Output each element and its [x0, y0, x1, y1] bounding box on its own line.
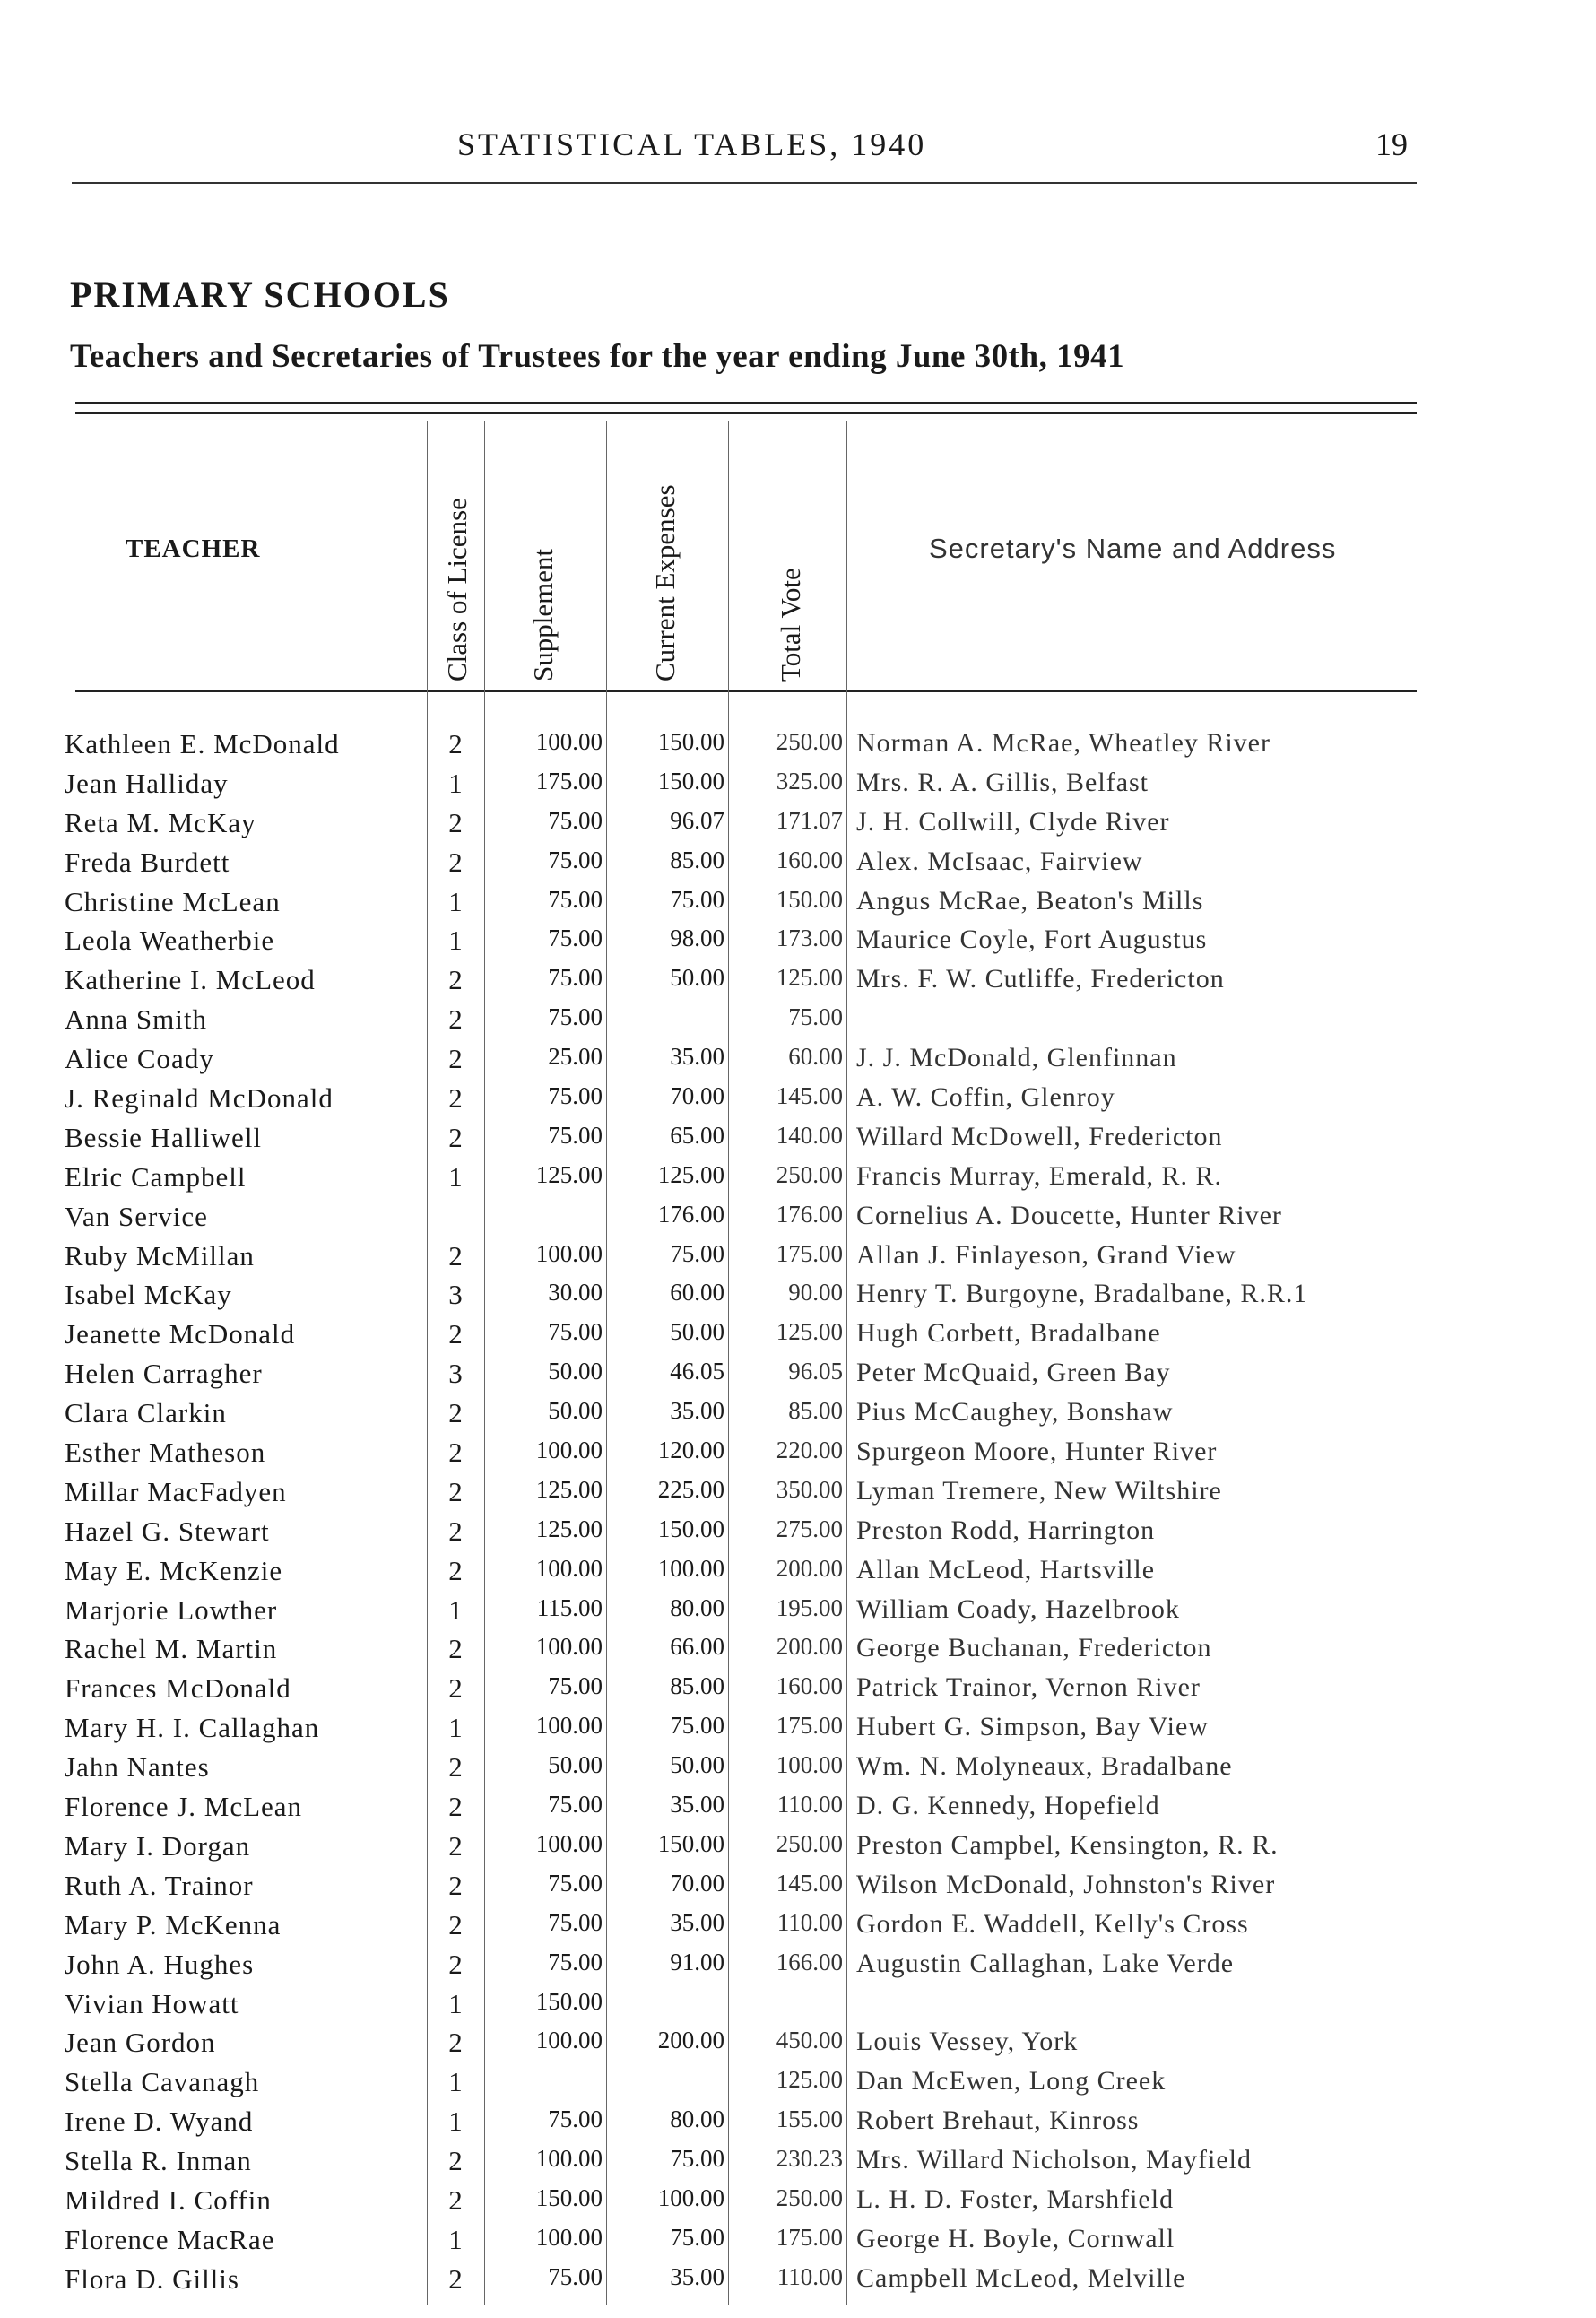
current-expenses-cell: 35.00 — [670, 1791, 724, 1819]
total-vote-cell: 110.00 — [776, 2262, 843, 2290]
column-header-teacher: TEACHER — [126, 534, 261, 563]
teacher-name: Mary I. Dorgan — [65, 1829, 251, 1862]
table-row — [0, 2023, 1596, 2062]
table-row — [0, 1079, 1596, 1118]
table-row — [0, 1472, 1596, 1512]
supplement-cell: 100.00 — [535, 1437, 603, 1464]
current-expenses-cell: 200.00 — [657, 2027, 724, 2054]
table-top-rule-double — [75, 412, 1417, 414]
total-vote-cell: 125.00 — [776, 964, 843, 992]
teacher-name: Anna Smith — [65, 1003, 207, 1036]
table-row — [0, 1708, 1596, 1748]
teacher-name: May E. McKenzie — [65, 1554, 283, 1586]
table-row — [0, 1866, 1596, 1906]
current-expenses-cell: 85.00 — [670, 1672, 724, 1700]
total-vote-cell: 195.00 — [776, 1593, 843, 1621]
table-row — [0, 1945, 1596, 1984]
section-title: PRIMARY SCHOOLS — [70, 274, 450, 315]
table-row — [0, 2220, 1596, 2260]
table-row — [0, 1315, 1596, 1354]
supplement-cell: 100.00 — [535, 1829, 603, 1857]
supplement-cell: 100.00 — [535, 728, 603, 755]
page-number: 19 — [1375, 126, 1408, 162]
secretary-cell: Alex. McIsaac, Fairview — [856, 846, 1143, 876]
total-vote-cell: 145.00 — [776, 1082, 843, 1110]
total-vote-cell: 145.00 — [776, 1869, 843, 1897]
teacher-name: Frances McDonald — [65, 1672, 291, 1705]
table-row — [0, 1748, 1596, 1787]
supplement-cell: 100.00 — [535, 2145, 603, 2173]
secretary-cell: Hugh Corbett, Bradalbane — [856, 1318, 1161, 1349]
total-vote-cell: 155.00 — [776, 2105, 843, 2133]
class-of-license-cell: 2 — [448, 1672, 463, 1705]
class-of-license-cell: 2 — [448, 1869, 463, 1901]
class-of-license-cell: 1 — [448, 2066, 463, 2098]
class-of-license-cell: 2 — [448, 1239, 463, 1272]
secretary-cell: Pius McCaughey, Bonshaw — [856, 1397, 1174, 1428]
table-row — [0, 1591, 1596, 1630]
secretary-cell: Peter McQuaid, Green Bay — [856, 1358, 1171, 1388]
current-expenses-cell: 100.00 — [657, 1554, 724, 1582]
table-row — [0, 1354, 1596, 1393]
total-vote-cell: 250.00 — [776, 2183, 843, 2211]
table-row — [0, 921, 1596, 960]
current-expenses-cell: 75.00 — [670, 885, 724, 913]
column-header-class-of-license: Class of License — [441, 498, 473, 682]
table-row — [0, 960, 1596, 1000]
teacher-name: Mildred I. Coffin — [65, 2183, 272, 2216]
current-expenses-cell: 60.00 — [670, 1279, 724, 1307]
current-expenses-cell: 75.00 — [670, 1712, 724, 1740]
total-vote-cell: 450.00 — [776, 2027, 843, 2054]
table-body — [0, 725, 1596, 2299]
current-expenses-cell: 75.00 — [670, 2145, 724, 2173]
table-row — [0, 1433, 1596, 1472]
class-of-license-cell: 3 — [448, 1279, 463, 1311]
current-expenses-cell: 85.00 — [670, 846, 724, 873]
teacher-name: Stella R. Inman — [65, 2145, 252, 2177]
teacher-name: Rachel M. Martin — [65, 1633, 278, 1665]
secretary-cell: George H. Boyle, Cornwall — [856, 2223, 1175, 2253]
secretary-cell: Dan McEwen, Long Creek — [856, 2066, 1167, 2097]
class-of-license-cell: 2 — [448, 1908, 463, 1940]
class-of-license-cell: 2 — [448, 728, 463, 760]
class-of-license-cell: 1 — [448, 885, 463, 917]
class-of-license-cell: 1 — [448, 1593, 463, 1626]
class-of-license-cell: 2 — [448, 846, 463, 878]
secretary-cell: Angus McRae, Beaton's Mills — [856, 885, 1204, 916]
total-vote-cell: 90.00 — [788, 1279, 843, 1307]
teacher-name: Irene D. Wyand — [65, 2105, 254, 2138]
class-of-license-cell: 2 — [448, 1475, 463, 1507]
secretary-cell: Mrs. F. W. Cutliffe, Fredericton — [856, 964, 1225, 994]
teacher-name: Bessie Halliwell — [65, 1121, 263, 1153]
total-vote-cell: 175.00 — [776, 2223, 843, 2251]
secretary-cell: Allan J. Finlayeson, Grand View — [856, 1239, 1236, 1270]
supplement-cell: 75.00 — [548, 1318, 603, 1346]
current-expenses-cell: 50.00 — [670, 1318, 724, 1346]
supplement-cell: 75.00 — [548, 1672, 603, 1700]
table-row — [0, 1197, 1596, 1237]
table-row — [0, 1512, 1596, 1551]
class-of-license-cell: 2 — [448, 2145, 463, 2177]
current-expenses-cell: 91.00 — [670, 1948, 724, 1975]
supplement-cell: 125.00 — [535, 1475, 603, 1503]
table-row — [0, 1669, 1596, 1708]
teacher-name: Ruth A. Trainor — [65, 1869, 254, 1901]
secretary-cell: Cornelius A. Doucette, Hunter River — [856, 1200, 1282, 1230]
total-vote-cell: 175.00 — [776, 1239, 843, 1267]
class-of-license-cell: 2 — [448, 964, 463, 996]
supplement-cell: 50.00 — [548, 1751, 603, 1779]
total-vote-cell: 100.00 — [776, 1751, 843, 1779]
secretary-cell: A. W. Coffin, Glenroy — [856, 1082, 1115, 1113]
supplement-cell: 75.00 — [548, 1948, 603, 1975]
secretary-cell: Spurgeon Moore, Hunter River — [856, 1437, 1218, 1467]
current-expenses-cell: 100.00 — [657, 2183, 724, 2211]
table-row — [0, 1629, 1596, 1669]
secretary-cell: Francis Murray, Emerald, R. R. — [856, 1160, 1222, 1191]
supplement-cell: 75.00 — [548, 1908, 603, 1936]
supplement-cell: 150.00 — [535, 1987, 603, 2015]
secretary-cell: Allan McLeod, Hartsville — [856, 1554, 1156, 1584]
current-expenses-cell: 150.00 — [657, 1829, 724, 1857]
class-of-license-cell: 2 — [448, 2262, 463, 2295]
column-header-total-vote: Total Vote — [775, 568, 806, 682]
current-expenses-cell: 80.00 — [670, 2105, 724, 2133]
secretary-cell: J. H. Collwill, Clyde River — [856, 806, 1170, 837]
class-of-license-cell: 2 — [448, 1948, 463, 1980]
class-of-license-cell: 2 — [448, 2183, 463, 2216]
total-vote-cell: 110.00 — [776, 1791, 843, 1819]
supplement-cell: 100.00 — [535, 1633, 603, 1661]
table-row — [0, 1158, 1596, 1197]
supplement-cell: 100.00 — [535, 1712, 603, 1740]
table-row — [0, 1039, 1596, 1079]
total-vote-cell: 250.00 — [776, 1829, 843, 1857]
table-row — [0, 1118, 1596, 1158]
class-of-license-cell: 2 — [448, 2027, 463, 2059]
current-expenses-cell: 65.00 — [670, 1121, 724, 1149]
supplement-cell: 75.00 — [548, 1003, 603, 1031]
teacher-name: Alice Coady — [65, 1043, 214, 1075]
table-row — [0, 1787, 1596, 1827]
table-row — [0, 1906, 1596, 1945]
secretary-cell: Preston Rodd, Harrington — [856, 1515, 1156, 1545]
total-vote-cell: 275.00 — [776, 1515, 843, 1542]
secretary-cell: Norman A. McRae, Wheatley River — [856, 728, 1271, 758]
supplement-cell: 150.00 — [535, 2183, 603, 2211]
teacher-name: Ruby McMillan — [65, 1239, 255, 1272]
teacher-name: Van Service — [65, 1200, 208, 1232]
total-vote-cell: 200.00 — [776, 1554, 843, 1582]
total-vote-cell: 230.23 — [776, 2145, 843, 2173]
table-row — [0, 803, 1596, 843]
current-expenses-cell: 75.00 — [670, 1239, 724, 1267]
table-row — [0, 843, 1596, 882]
header-rule — [72, 182, 1417, 184]
supplement-cell: 75.00 — [548, 1869, 603, 1897]
class-of-license-cell: 2 — [448, 1633, 463, 1665]
teacher-name: Jean Gordon — [65, 2027, 216, 2059]
class-of-license-cell: 1 — [448, 1160, 463, 1193]
table-row — [0, 1984, 1596, 2024]
teacher-name: Reta M. McKay — [65, 806, 256, 838]
class-of-license-cell: 1 — [448, 2223, 463, 2255]
class-of-license-cell: 2 — [448, 1121, 463, 1153]
supplement-cell: 175.00 — [535, 767, 603, 794]
table-row — [0, 2062, 1596, 2102]
supplement-cell: 30.00 — [548, 1279, 603, 1307]
class-of-license-cell: 3 — [448, 1358, 463, 1390]
current-expenses-cell: 70.00 — [670, 1082, 724, 1110]
supplement-cell: 75.00 — [548, 885, 603, 913]
supplement-cell: 125.00 — [535, 1515, 603, 1542]
teacher-name: Hazel G. Stewart — [65, 1515, 270, 1547]
teacher-name: Flora D. Gillis — [65, 2262, 239, 2295]
supplement-cell: 125.00 — [535, 1160, 603, 1188]
total-vote-cell: 150.00 — [776, 885, 843, 913]
teacher-name: Vivian Howatt — [65, 1987, 239, 2019]
teacher-name: Esther Matheson — [65, 1437, 266, 1469]
table-subtitle: Teachers and Secretaries of Trustees for the year ending June 30th, 1941 — [70, 338, 1125, 375]
table-row — [0, 882, 1596, 922]
total-vote-cell: 175.00 — [776, 1712, 843, 1740]
total-vote-cell: 350.00 — [776, 1475, 843, 1503]
class-of-license-cell: 1 — [448, 2105, 463, 2138]
supplement-cell: 50.00 — [548, 1397, 603, 1425]
current-expenses-cell: 35.00 — [670, 1397, 724, 1425]
class-of-license-cell: 2 — [448, 1554, 463, 1586]
teacher-name: Mary P. McKenna — [65, 1908, 282, 1940]
class-of-license-cell: 2 — [448, 1082, 463, 1115]
column-header-supplement: Supplement — [527, 548, 559, 682]
total-vote-cell: 125.00 — [776, 1318, 843, 1346]
total-vote-cell: 173.00 — [776, 925, 843, 952]
class-of-license-cell: 2 — [448, 1791, 463, 1823]
secretary-cell: Gordon E. Waddell, Kelly's Cross — [856, 1908, 1249, 1939]
current-expenses-cell: 150.00 — [657, 1515, 724, 1542]
supplement-cell: 75.00 — [548, 1121, 603, 1149]
class-of-license-cell: 2 — [448, 1043, 463, 1075]
table-row — [0, 1551, 1596, 1591]
secretary-cell: William Coady, Hazelbrook — [856, 1593, 1180, 1624]
table-row — [0, 2181, 1596, 2220]
secretary-cell: Patrick Trainor, Vernon River — [856, 1672, 1201, 1703]
total-vote-cell: 96.05 — [788, 1358, 843, 1385]
current-expenses-cell: 150.00 — [657, 767, 724, 794]
secretary-cell: Wilson McDonald, Johnston's River — [856, 1869, 1276, 1899]
table-row — [0, 725, 1596, 764]
total-vote-cell: 160.00 — [776, 846, 843, 873]
table-row — [0, 1393, 1596, 1433]
current-expenses-cell: 96.07 — [670, 806, 724, 834]
secretary-cell: George Buchanan, Fredericton — [856, 1633, 1212, 1663]
current-expenses-cell: 35.00 — [670, 1043, 724, 1071]
class-of-license-cell: 2 — [448, 1437, 463, 1469]
column-header-current-expenses: Current Expenses — [649, 484, 681, 682]
total-vote-cell: 166.00 — [776, 1948, 843, 1975]
total-vote-cell: 250.00 — [776, 728, 843, 755]
secretary-cell: Wm. N. Molyneaux, Bradalbane — [856, 1751, 1233, 1782]
teacher-name: Elric Campbell — [65, 1160, 247, 1193]
secretary-cell: Mrs. Willard Nicholson, Mayfield — [856, 2145, 1253, 2175]
secretary-cell: D. G. Kennedy, Hopefield — [856, 1791, 1160, 1821]
secretary-cell: Henry T. Burgoyne, Bradalbane, R.R.1 — [856, 1279, 1308, 1309]
secretary-cell: L. H. D. Foster, Marshfield — [856, 2183, 1175, 2214]
supplement-cell: 75.00 — [548, 2105, 603, 2133]
class-of-license-cell: 2 — [448, 806, 463, 838]
current-expenses-cell: 50.00 — [670, 1751, 724, 1779]
current-expenses-cell: 80.00 — [670, 1593, 724, 1621]
current-expenses-cell: 70.00 — [670, 1869, 724, 1897]
total-vote-cell: 176.00 — [776, 1200, 843, 1228]
current-expenses-cell: 125.00 — [657, 1160, 724, 1188]
total-vote-cell: 110.00 — [776, 1908, 843, 1936]
total-vote-cell: 220.00 — [776, 1437, 843, 1464]
class-of-license-cell: 2 — [448, 1751, 463, 1784]
class-of-license-cell: 2 — [448, 1003, 463, 1036]
supplement-cell: 50.00 — [548, 1358, 603, 1385]
column-header-secretary: Secretary's Name and Address — [929, 533, 1337, 564]
table-row — [0, 2102, 1596, 2141]
secretary-cell: Louis Vessey, York — [856, 2027, 1079, 2057]
teacher-name: Isabel McKay — [65, 1279, 232, 1311]
secretary-cell: Lyman Tremere, New Wiltshire — [856, 1475, 1222, 1506]
table-row — [0, 2260, 1596, 2299]
current-expenses-cell: 176.00 — [657, 1200, 724, 1228]
class-of-license-cell: 1 — [448, 925, 463, 957]
total-vote-cell: 75.00 — [788, 1003, 843, 1031]
table-top-rule — [75, 402, 1417, 404]
total-vote-cell: 160.00 — [776, 1672, 843, 1700]
supplement-cell: 75.00 — [548, 925, 603, 952]
supplement-cell: 100.00 — [535, 2223, 603, 2251]
total-vote-cell: 250.00 — [776, 1160, 843, 1188]
teacher-name: Stella Cavanagh — [65, 2066, 260, 2098]
supplement-cell: 75.00 — [548, 806, 603, 834]
current-expenses-cell: 120.00 — [657, 1437, 724, 1464]
table-row — [0, 1275, 1596, 1315]
current-expenses-cell: 35.00 — [670, 2262, 724, 2290]
supplement-cell: 100.00 — [535, 1554, 603, 1582]
class-of-license-cell: 1 — [448, 767, 463, 799]
current-expenses-cell: 98.00 — [670, 925, 724, 952]
teacher-name: Marjorie Lowther — [65, 1593, 278, 1626]
header-bottom-rule — [75, 690, 1417, 692]
secretary-cell: Augustin Callaghan, Lake Verde — [856, 1948, 1235, 1978]
table-row — [0, 2141, 1596, 2181]
total-vote-cell: 171.07 — [776, 806, 843, 834]
supplement-cell: 75.00 — [548, 2262, 603, 2290]
supplement-cell: 100.00 — [535, 1239, 603, 1267]
total-vote-cell: 325.00 — [776, 767, 843, 794]
current-expenses-cell: 66.00 — [670, 1633, 724, 1661]
teacher-name: Jahn Nantes — [65, 1751, 210, 1784]
running-head — [0, 126, 1596, 170]
total-vote-cell: 85.00 — [788, 1397, 843, 1425]
secretary-cell: Campbell McLeod, Melville — [856, 2262, 1186, 2293]
total-vote-cell: 140.00 — [776, 1121, 843, 1149]
current-expenses-cell: 150.00 — [657, 728, 724, 755]
class-of-license-cell: 2 — [448, 1515, 463, 1547]
teacher-name: Jeanette McDonald — [65, 1318, 296, 1350]
teacher-name: Helen Carragher — [65, 1358, 263, 1390]
teacher-name: Clara Clarkin — [65, 1397, 227, 1429]
total-vote-cell: 125.00 — [776, 2066, 843, 2094]
teacher-name: Freda Burdett — [65, 846, 230, 878]
secretary-cell: Maurice Coyle, Fort Augustus — [856, 925, 1208, 955]
current-expenses-cell: 46.05 — [670, 1358, 724, 1385]
teacher-name: Millar MacFadyen — [65, 1475, 287, 1507]
supplement-cell: 75.00 — [548, 846, 603, 873]
total-vote-cell: 200.00 — [776, 1633, 843, 1661]
table-row — [0, 764, 1596, 803]
class-of-license-cell: 1 — [448, 1712, 463, 1744]
teacher-name: John A. Hughes — [65, 1948, 255, 1980]
class-of-license-cell: 2 — [448, 1318, 463, 1350]
teacher-name: Florence J. McLean — [65, 1791, 303, 1823]
table-row — [0, 1237, 1596, 1276]
teacher-name: Katherine I. McLeod — [65, 964, 316, 996]
teacher-name: Kathleen E. McDonald — [65, 728, 340, 760]
teacher-name: Leola Weatherbie — [65, 925, 275, 957]
secretary-cell: Willard McDowell, Fredericton — [856, 1121, 1223, 1151]
table-row — [0, 1827, 1596, 1866]
class-of-license-cell: 2 — [448, 1829, 463, 1862]
supplement-cell: 100.00 — [535, 2027, 603, 2054]
supplement-cell: 25.00 — [548, 1043, 603, 1071]
supplement-cell: 75.00 — [548, 1082, 603, 1110]
secretary-cell: Preston Campbel, Kensington, R. R. — [856, 1829, 1279, 1860]
secretary-cell: J. J. McDonald, Glenfinnan — [856, 1043, 1177, 1073]
class-of-license-cell: 1 — [448, 1987, 463, 2019]
secretary-cell: Hubert G. Simpson, Bay View — [856, 1712, 1209, 1742]
secretary-cell: Robert Brehaut, Kinross — [856, 2105, 1140, 2136]
teacher-name: Florence MacRae — [65, 2223, 275, 2255]
table-row — [0, 1000, 1596, 1039]
supplement-cell: 75.00 — [548, 964, 603, 992]
current-expenses-cell: 75.00 — [670, 2223, 724, 2251]
supplement-cell: 75.00 — [548, 1791, 603, 1819]
current-expenses-cell: 35.00 — [670, 1908, 724, 1936]
secretary-cell: Mrs. R. A. Gillis, Belfast — [856, 767, 1149, 797]
class-of-license-cell: 2 — [448, 1397, 463, 1429]
total-vote-cell: 60.00 — [788, 1043, 843, 1071]
teacher-name: J. Reginald McDonald — [65, 1082, 334, 1115]
teacher-name: Jean Halliday — [65, 767, 229, 799]
teacher-name: Mary H. I. Callaghan — [65, 1712, 320, 1744]
running-head-title: STATISTICAL TABLES, 1940 — [457, 126, 927, 162]
current-expenses-cell: 225.00 — [657, 1475, 724, 1503]
supplement-cell: 115.00 — [536, 1593, 603, 1621]
teacher-name: Christine McLean — [65, 885, 281, 917]
current-expenses-cell: 50.00 — [670, 964, 724, 992]
